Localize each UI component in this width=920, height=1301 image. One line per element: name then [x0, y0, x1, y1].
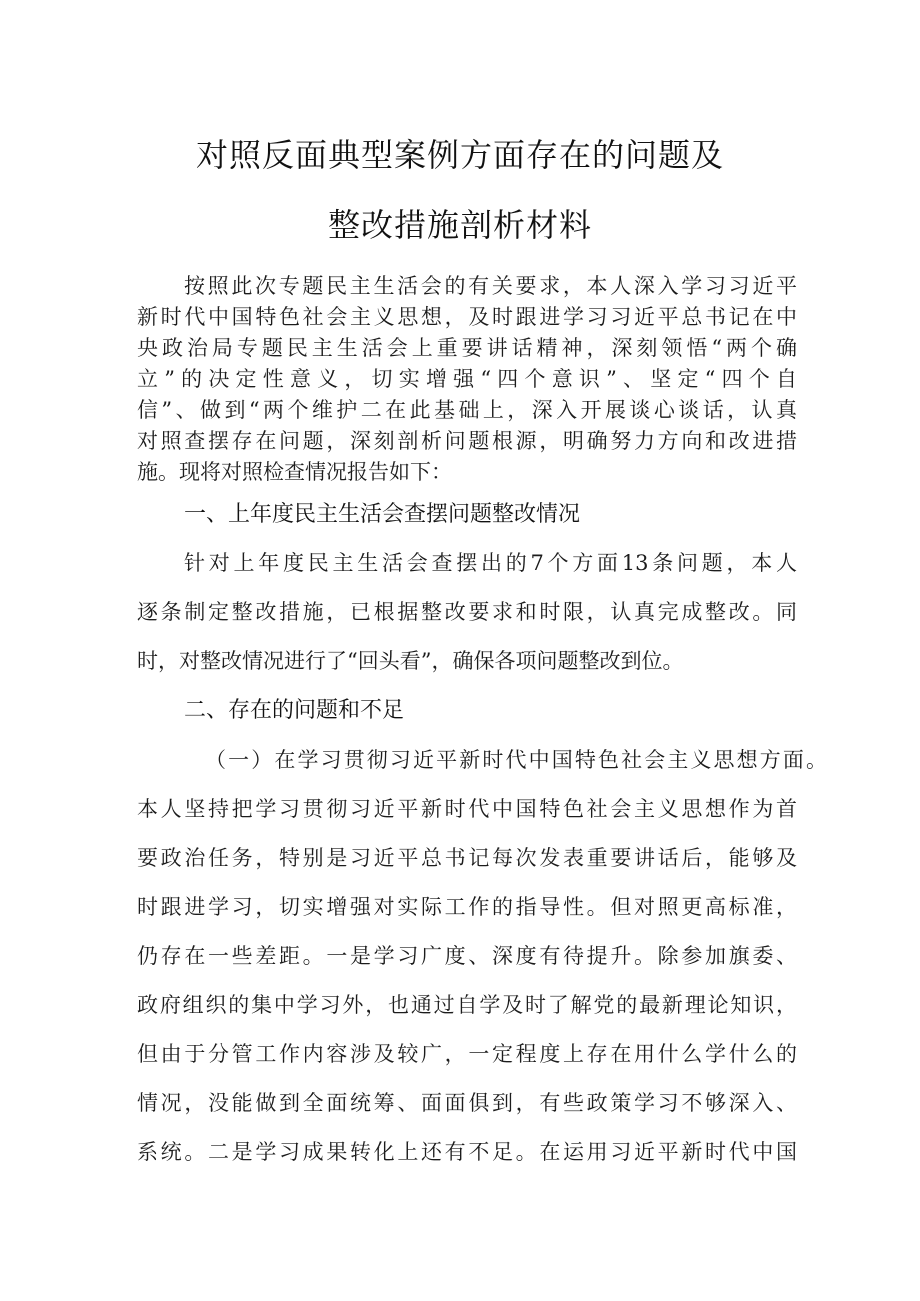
intro-line: 按照此次专题民主生活会的有关要求，本人深入学习习近平	[184, 274, 797, 298]
section2-line: 本人坚持把学习贯彻习近平新时代中国特色社会主义思想作为首	[137, 797, 797, 821]
section2-line: （一）在学习贯彻习近平新时代中国特色社会主义思想方面。	[205, 748, 827, 772]
section1-line: 针对上年度民主生活会查摆出的7个方面13条问题，本人	[184, 551, 797, 575]
section-heading-2: 二、存在的问题和不足	[184, 698, 405, 723]
intro-line: 施。现将对照检查情况报告如下：	[137, 460, 452, 484]
section2-line: 仍存在一些差距。一是学习广度、深度有待提升。除参加旗委、	[137, 944, 797, 968]
section2-line: 情况，没能做到全面统筹、面面俱到，有些政策学习不够深入、	[137, 1091, 797, 1115]
section1-line: 逐条制定整改措施，已根据整改要求和时限，认真完成整改。同	[137, 600, 797, 624]
intro-line: 信”、做到“两个维护二在此基础上，深入开展谈心谈话，认真	[137, 398, 797, 422]
intro-line: 对照查摆存在问题，深刻剖析问题根源，明确努力方向和改进措	[137, 429, 797, 453]
intro-line: 央政治局专题民主生活会上重要讲话精神，深刻领悟“两个确	[137, 336, 797, 360]
section2-line: 政府组织的集中学习外，也通过自学及时了解党的最新理论知识，	[137, 993, 797, 1017]
section2-line: 系统。二是学习成果转化上还有不足。在运用习近平新时代中国	[137, 1140, 797, 1164]
intro-line: 立”的决定性意义，切实增强“四个意识”、坚定“四个自	[137, 367, 797, 391]
section2-line: 时跟进学习，切实增强对实际工作的指导性。但对照更高标准，	[137, 895, 797, 919]
intro-line: 新时代中国特色社会主义思想，及时跟进学习习近平总书记在中	[137, 305, 797, 329]
section2-line: 要政治任务，特别是习近平总书记每次发表重要讲话后，能够及	[137, 846, 797, 870]
document-title-line-1: 对照反面典型案例方面存在的问题及	[195, 136, 724, 174]
section1-line: 时，对整改情况进行了“回头看”，确保各项问题整改到位。	[137, 649, 684, 673]
section-heading-1: 一、上年度民主生活会查摆问题整改情况	[184, 502, 581, 527]
section2-line: 但由于分管工作内容涉及较广，一定程度上存在用什么学什么的	[137, 1042, 797, 1066]
document-title-line-2: 整改措施剖析材料	[327, 206, 592, 244]
